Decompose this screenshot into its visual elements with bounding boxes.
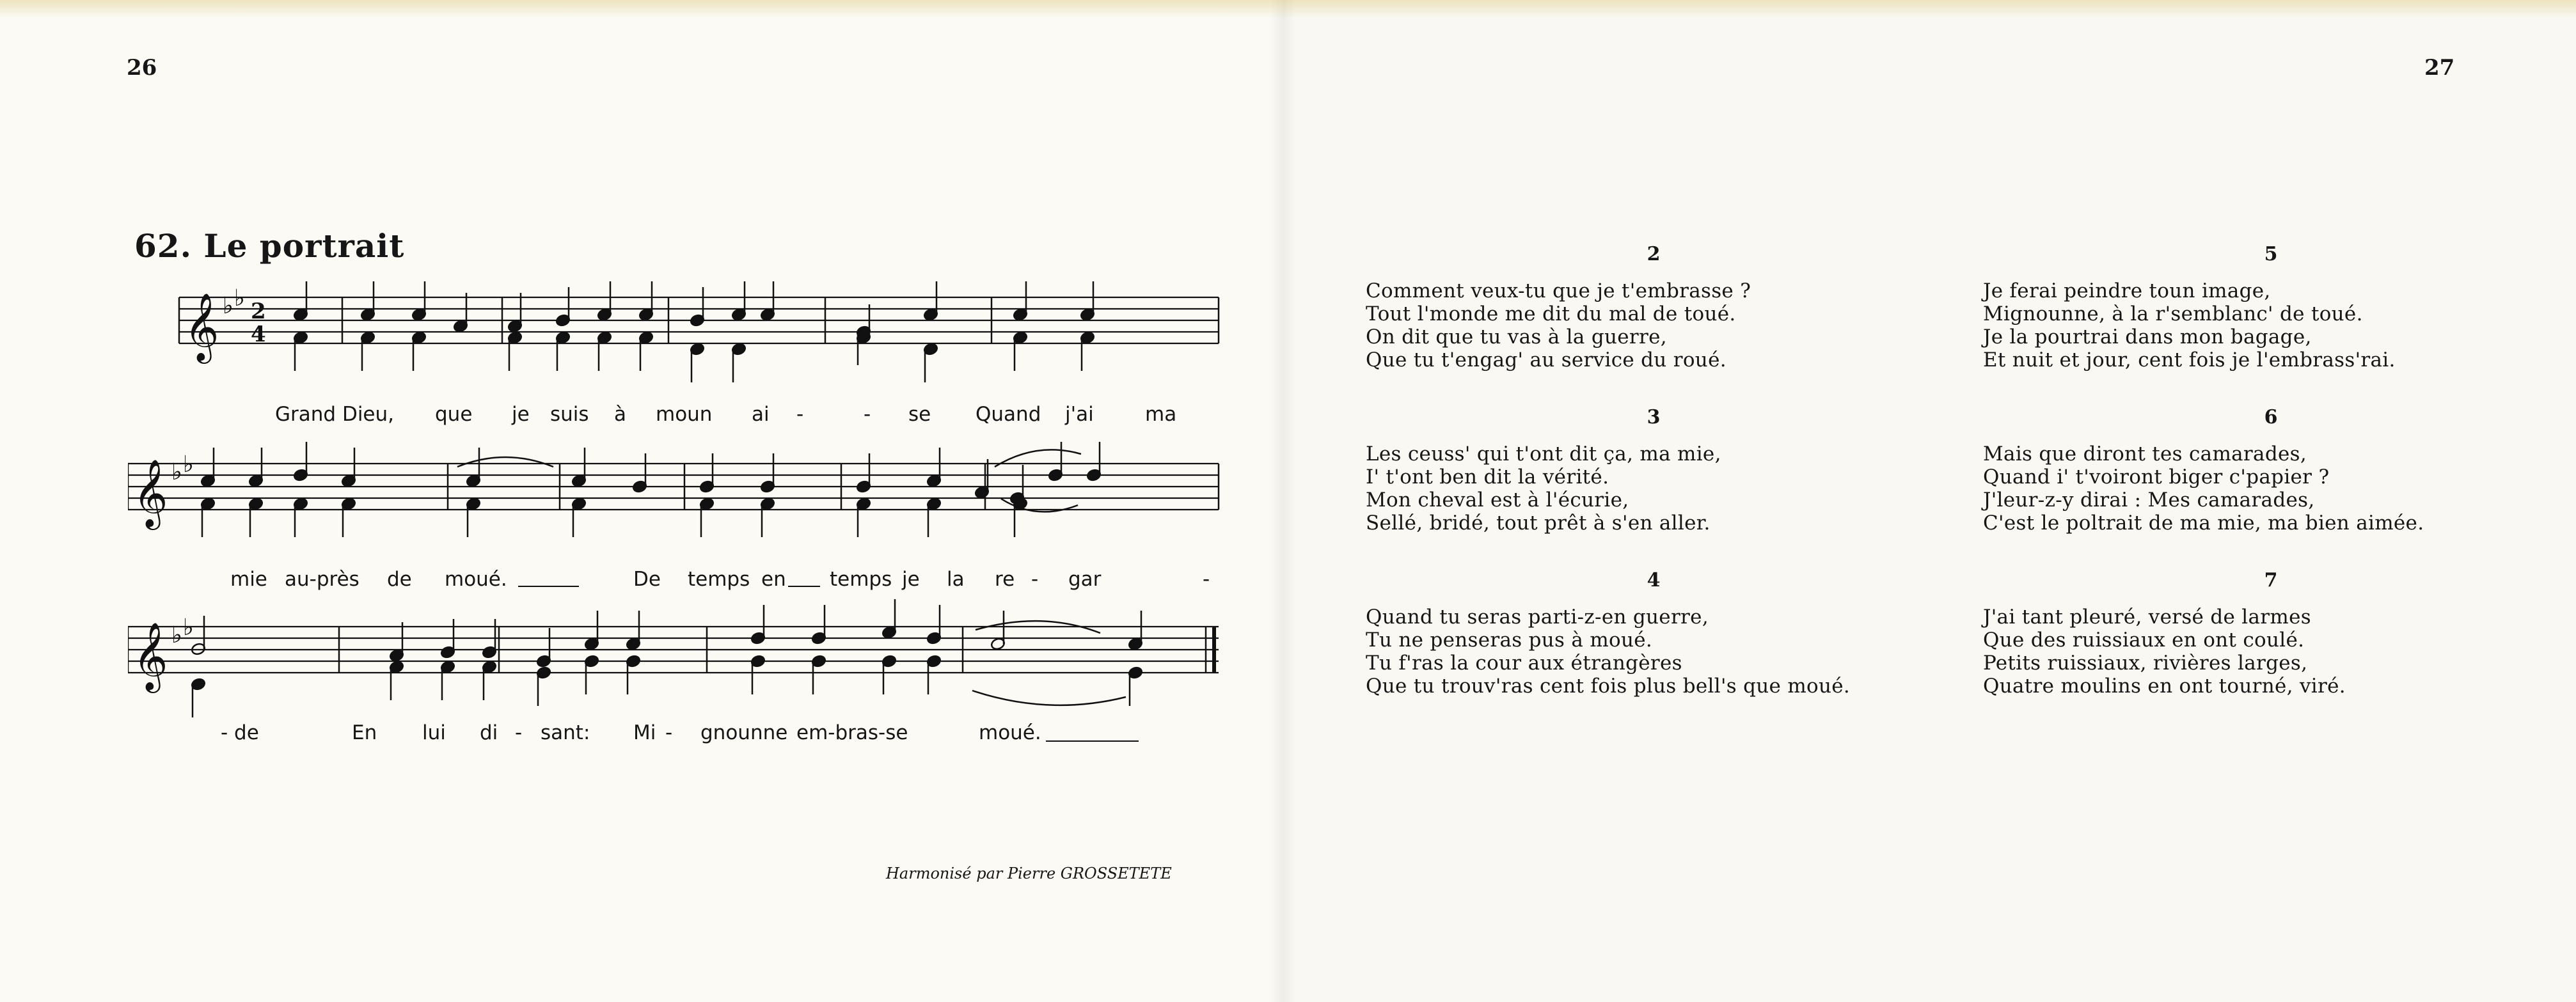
lyric-word: di: [480, 721, 498, 744]
lyric-word: moué.: [979, 721, 1041, 744]
lyric-word: que: [435, 403, 473, 426]
stanza-5: [1983, 243, 2559, 372]
stanza-line: Que tu t'engag' au service du roué.: [1366, 348, 1727, 372]
flat-icon: ♭: [183, 451, 194, 478]
lyric-word: la: [947, 568, 965, 591]
lyric-word: suis: [550, 403, 589, 426]
stanza-line: Quand tu seras parti-z-en guerre,: [1366, 606, 1709, 629]
lyric-word: Grand Dieu,: [275, 403, 394, 426]
stanza-number: 7: [2264, 569, 2278, 591]
lyric-word: se: [908, 403, 931, 426]
stanza-2: [1366, 243, 1941, 372]
song-title-text: Le portrait: [203, 227, 405, 265]
lyric-word: -: [1031, 568, 1039, 591]
stanza-line: Mignounne, à la r'semblanc' de toué.: [1983, 302, 2363, 325]
stanza-line: C'est le poltrait de ma mie, ma bien aimée.: [1983, 512, 2424, 535]
lyric-word: au-près: [285, 568, 360, 591]
lyric-word: En: [352, 721, 377, 744]
lyric-word: -: [665, 721, 673, 744]
flat-icon: ♭: [223, 293, 233, 319]
lyric-word: -: [864, 403, 871, 426]
melisma-line: [788, 586, 820, 587]
treble-clef-icon: 𝄞: [184, 292, 219, 361]
lyric-word: gnounne: [700, 721, 788, 744]
arranger-credit: Harmonisé par Pierre GROSSETETE: [886, 865, 1172, 882]
lyric-word: de: [387, 568, 412, 591]
lyric-word: moun: [656, 403, 713, 426]
flat-icon: ♭: [171, 622, 182, 648]
stanza-number: 5: [2264, 243, 2278, 265]
lyric-word: je: [902, 568, 920, 591]
lyric-word: ma: [1145, 403, 1177, 426]
treble-clef-icon: 𝄞: [133, 622, 168, 690]
time-sig-top: 2: [251, 299, 266, 324]
stanza-number: 3: [1647, 406, 1661, 428]
stanza-line: Mais que diront tes camarades,: [1983, 442, 2307, 466]
flat-icon: ♭: [171, 459, 182, 485]
song-title: [134, 227, 404, 265]
page-number-left: 26: [127, 55, 157, 81]
lyric-word: Quand: [976, 403, 1041, 426]
lyric-word: em-bras-se: [796, 721, 908, 744]
lyric-word: j'ai: [1065, 403, 1094, 426]
stanza-line: Comment veux-tu que je t'embrasse ?: [1366, 279, 1751, 302]
stanza-number: 6: [2264, 406, 2278, 428]
lyric-word: en: [761, 568, 786, 591]
lyric-word: lui: [422, 721, 446, 744]
stanza-line: Tu ne penseras pus à moué.: [1366, 629, 1653, 652]
stanza-line: Que des ruissiaux en ont coulé.: [1983, 629, 2305, 652]
stanza-line: Quand i' t'voiront biger c'papier ?: [1983, 466, 2330, 489]
stanza-line: Que tu trouv'ras cent fois plus bell's que moué.: [1366, 675, 1851, 698]
stanza-number: 2: [1647, 243, 1661, 265]
lyric-word: je: [512, 403, 530, 426]
stanza-line: Je ferai peindre toun image,: [1983, 279, 2271, 302]
lyric-word: -: [515, 721, 523, 744]
time-sig-bottom: 4: [251, 322, 266, 347]
stanza-line: Tu f'ras la cour aux étrangères: [1366, 652, 1682, 675]
music-score: [128, 275, 1222, 774]
stanza-line: Je la pourtrai dans mon bagage,: [1983, 325, 2312, 348]
treble-clef-icon: 𝄞: [133, 458, 168, 527]
stanza-3: [1366, 406, 1941, 535]
stanza-line: Tout l'monde me dit du mal de toué.: [1366, 302, 1736, 325]
stanza-line: On dit que tu vas à la guerre,: [1366, 325, 1667, 348]
stanza-line: J'ai tant pleuré, versé de larmes: [1983, 606, 2311, 629]
stanza-6: [1983, 406, 2559, 535]
lyric-word: moué.: [445, 568, 507, 591]
stanza-line: J'leur-z-y dirai : Mes camarades,: [1983, 489, 2315, 512]
stanza-number: 4: [1647, 569, 1661, 591]
lyric-word: -: [1203, 568, 1210, 591]
stanza-line: Les ceuss' qui t'ont dit ça, ma mie,: [1366, 442, 1721, 466]
lyric-word: mie: [230, 568, 267, 591]
lyric-word: ai: [752, 403, 770, 426]
paper-stain: [0, 0, 2576, 18]
lyric-word: re: [995, 568, 1015, 591]
melisma-line: [518, 586, 579, 587]
flat-icon: ♭: [234, 285, 245, 311]
lyric-word: Mi: [633, 721, 656, 744]
book-gutter: [1270, 0, 1295, 1002]
lyric-word: De: [633, 568, 661, 591]
song-number: 62.: [134, 227, 192, 265]
stanza-4: [1366, 569, 1941, 698]
stanza-line: Petits ruissiaux, rivières larges,: [1983, 652, 2308, 675]
lyric-word: sant:: [541, 721, 590, 744]
lyric-word: à: [614, 403, 626, 426]
lyric-word: temps: [688, 568, 750, 591]
lyric-word: -: [796, 403, 804, 426]
stanza-line: Sellé, bridé, tout prêt à s'en aller.: [1366, 512, 1711, 535]
stanza-line: Mon cheval est à l'écurie,: [1366, 489, 1629, 512]
lyric-word: gar: [1068, 568, 1102, 591]
page-number-right: 27: [2424, 55, 2455, 81]
lyric-word: - de: [221, 721, 259, 744]
staff-3: [128, 627, 1219, 673]
stanza-line: Et nuit et jour, cent fois je l'embrass'rai.: [1983, 348, 2396, 372]
stanza-line: I' t'ont ben dit la vérité.: [1366, 466, 1609, 489]
lyric-word: temps: [830, 568, 892, 591]
stanza-7: [1983, 569, 2559, 698]
flat-icon: ♭: [183, 615, 194, 641]
stanza-line: Quatre moulins en ont tourné, viré.: [1983, 675, 2346, 698]
melisma-line: [1046, 740, 1139, 742]
